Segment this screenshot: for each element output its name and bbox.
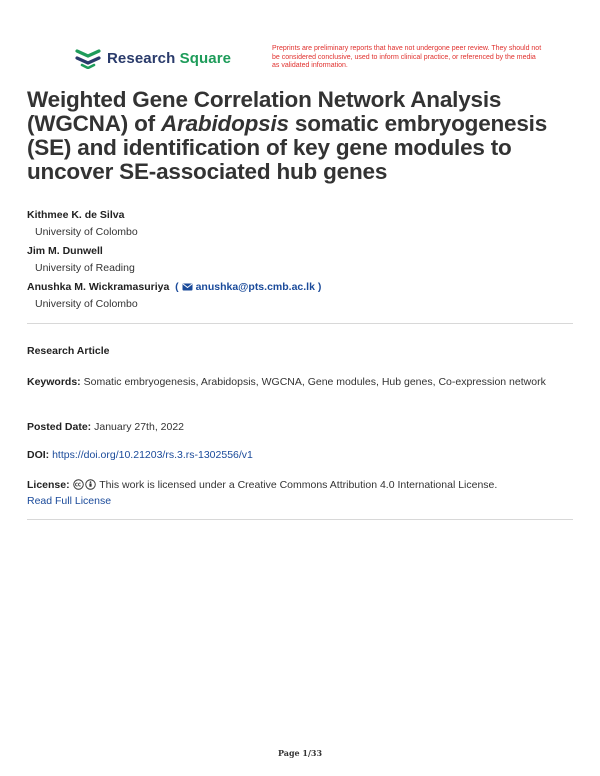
author-affiliation: University of Reading [35, 262, 135, 274]
logo-text-research: Research [107, 49, 176, 67]
doi-line [27, 447, 573, 463]
doi-label: DOI: [27, 449, 50, 461]
license-label: License: [27, 479, 70, 491]
title-italic: Arabidopsis [161, 111, 289, 136]
paper-title [27, 88, 577, 184]
divider [27, 519, 573, 520]
preprint-disclaimer: Preprints are preliminary reports that have not undergone peer review. They should not be considered conclusive, used to inform clinical practice, or referenced by the media as validated information. [272, 45, 542, 69]
license-text: This work is licensed under a Creative Commons Attribution 4.0 International License. [99, 479, 498, 491]
author-affiliation: University of Colombo [35, 298, 138, 310]
author-entry [27, 207, 577, 241]
email-wrapper: ( anushka@pts.cmb.ac.lk ) [172, 281, 322, 293]
keywords-value: Somatic embryogenesis, Arabidopsis, WGCNA, Gene modules, Hub genes, Co-expression network [83, 376, 546, 388]
license-line [27, 477, 573, 509]
article-type [27, 343, 573, 359]
article-type-label: Research Article [27, 345, 110, 357]
title-part1: Weighted Gene Correlation Network Analysis (WGCNA) of [27, 87, 502, 136]
page-number: Page 1/33 [277, 748, 323, 758]
author-email-link[interactable]: anushka@pts.cmb.ac.lk [195, 281, 315, 293]
title-part2: somatic embryogenesis (SE) and identification of key gene modules to uncover SE-associated hub genes [27, 111, 548, 184]
posted-date-label: Posted Date: [27, 421, 92, 433]
keywords-label: Keywords: [27, 376, 81, 388]
author-list [27, 207, 577, 315]
posted-date-line [27, 419, 573, 435]
logo-text [107, 50, 231, 67]
author-affiliation: University of Colombo [35, 226, 138, 238]
author-name-corresponding [27, 279, 577, 296]
envelope-icon [182, 283, 193, 291]
divider [27, 323, 573, 324]
read-full-license-link[interactable]: Read Full License [27, 495, 112, 507]
research-square-logo-icon [75, 47, 101, 69]
author-name-text: Anushka M. Wickramasuriya [27, 281, 170, 293]
keywords-line [27, 374, 573, 390]
author-name: Kithmee K. de Silva [27, 209, 125, 221]
author-entry [27, 243, 577, 277]
logo-text-square: Square [179, 49, 232, 67]
doi-link[interactable]: https://doi.org/10.21203/rs.3.rs-1302556/v1 [52, 449, 253, 461]
research-square-logo[interactable] [75, 47, 231, 69]
cc-by-icon [85, 479, 96, 490]
author-entry [27, 279, 577, 313]
author-name: Jim M. Dunwell [27, 245, 103, 257]
posted-date-value: January 27th, 2022 [94, 421, 185, 433]
cc-icon [73, 479, 84, 490]
